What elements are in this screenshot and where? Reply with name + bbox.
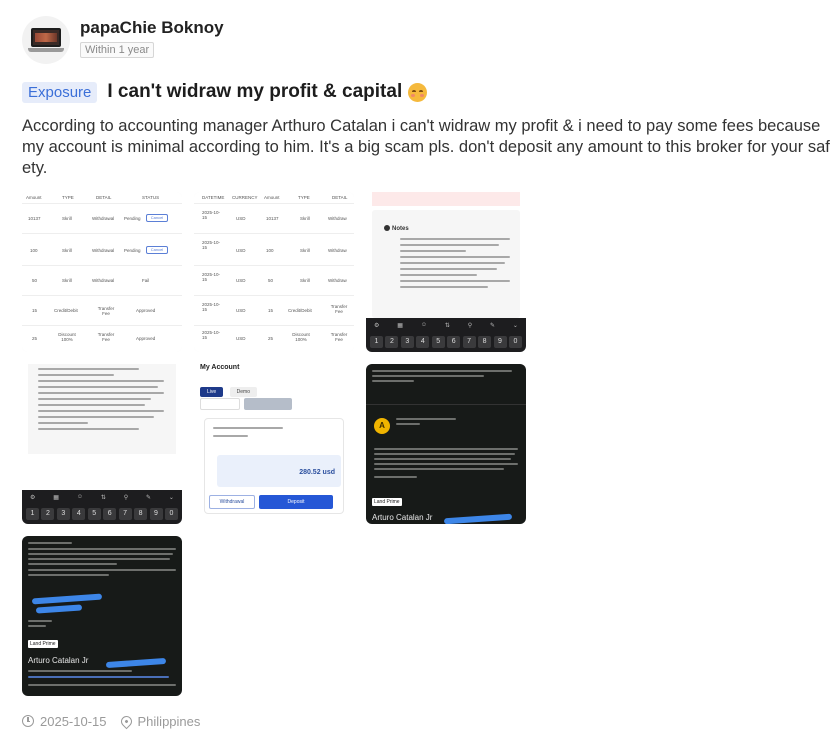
email-text bbox=[28, 670, 176, 689]
table-header: DETAIL bbox=[332, 195, 348, 200]
account-title: My Account bbox=[200, 364, 240, 371]
cell: USD bbox=[236, 278, 246, 283]
table-header: Amount bbox=[26, 195, 42, 200]
post-header bbox=[22, 12, 822, 62]
email-text bbox=[372, 370, 512, 385]
email-text bbox=[28, 542, 176, 579]
post-location: Philippines bbox=[137, 713, 201, 729]
new-account-button bbox=[244, 398, 292, 410]
cell: Skrill bbox=[62, 278, 72, 283]
post-body: According to accounting manager Arthuro Catalan i can't widraw my profit & i need to pay some fees because my account is minimal according to him. It's a big scam pls. don't deposit any amount to this broker for your safety. bbox=[22, 117, 830, 177]
cell: Discount 100% bbox=[292, 332, 310, 342]
cell: Skrill bbox=[62, 216, 72, 221]
sender-line bbox=[396, 418, 456, 428]
screenshot-thumbnail-1[interactable] bbox=[22, 192, 182, 352]
cell: Skrill bbox=[300, 278, 310, 283]
cell: 50 bbox=[268, 278, 274, 283]
key: 1 bbox=[370, 336, 383, 348]
table-row bbox=[22, 296, 182, 326]
location-pin-icon bbox=[118, 713, 134, 729]
table-header: TYPE bbox=[298, 195, 310, 200]
cell: Transfer Fee bbox=[330, 304, 348, 314]
post-title: I can't widraw my profit & capital bbox=[107, 81, 403, 102]
post-footer bbox=[22, 712, 200, 730]
account-card bbox=[204, 418, 344, 514]
cell: Skrill bbox=[62, 248, 72, 253]
cell: 50 bbox=[32, 278, 38, 283]
withdraw-button: Withdrawal bbox=[209, 495, 255, 509]
cell: Withdraw bbox=[328, 216, 347, 221]
cell: USD bbox=[236, 308, 246, 313]
post-date: 2025-10-15 bbox=[40, 713, 107, 729]
key: 3 bbox=[57, 508, 70, 520]
category-tag: Exposure bbox=[22, 82, 97, 103]
cell: Withdraw bbox=[328, 248, 347, 253]
key: 4 bbox=[72, 508, 85, 520]
user-name[interactable]: papaChie Boknoy bbox=[80, 18, 224, 37]
key: 0 bbox=[509, 336, 522, 348]
cell: 15 bbox=[32, 308, 38, 313]
table-row bbox=[194, 296, 354, 326]
company-logo: Land Prime bbox=[30, 641, 56, 647]
cell: USD bbox=[236, 248, 246, 253]
status: Pending bbox=[124, 216, 141, 221]
avatar[interactable] bbox=[22, 16, 70, 64]
cell: Withdrawal bbox=[92, 278, 115, 283]
status: Fail bbox=[142, 278, 150, 283]
table-header: DATETIME bbox=[202, 195, 225, 200]
alert-banner bbox=[372, 192, 520, 206]
key: 0 bbox=[165, 508, 178, 520]
redaction-scribble bbox=[444, 514, 512, 524]
table-header: DETAIL bbox=[96, 195, 112, 200]
key: 4 bbox=[416, 336, 429, 348]
key: 7 bbox=[463, 336, 476, 348]
cell: Credit/Debit bbox=[54, 308, 78, 313]
table-header: Amount bbox=[264, 195, 280, 200]
table-header: TYPE bbox=[62, 195, 74, 200]
table-row bbox=[194, 204, 354, 234]
key: 5 bbox=[432, 336, 445, 348]
info-icon bbox=[384, 225, 390, 231]
clock-icon bbox=[22, 715, 34, 727]
key: 2 bbox=[41, 508, 54, 520]
table-header: CURRENCY bbox=[232, 195, 258, 200]
email-text bbox=[28, 620, 88, 630]
notes-text bbox=[400, 238, 510, 292]
status: Approved bbox=[136, 308, 156, 313]
deposit-button: Deposit bbox=[259, 495, 333, 509]
cell: Transfer Fee bbox=[97, 332, 115, 342]
cell: Transfer Fee bbox=[330, 332, 348, 342]
table-row bbox=[22, 204, 182, 234]
cell: Withdrawal bbox=[92, 248, 115, 253]
phone-keyboard: ⚙ ▦ ☺ ⇅ ⚲ ✎ ⌄ 1 2 3 4 5 6 7 8 9 0 bbox=[22, 490, 182, 524]
cell: Discount 100% bbox=[58, 332, 76, 342]
laptop-icon bbox=[28, 28, 64, 52]
key: 5 bbox=[88, 508, 101, 520]
signature-name: Arturo Catalan Jr bbox=[28, 656, 89, 665]
cell: 2025-10-15 bbox=[202, 240, 221, 250]
screenshot-thumbnail-6[interactable] bbox=[366, 364, 526, 524]
redaction-scribble bbox=[32, 594, 102, 605]
cell: Withdraw bbox=[328, 278, 347, 283]
signature-name: Arturo Catalan Jr bbox=[372, 513, 433, 522]
status: Approved bbox=[136, 336, 156, 341]
key: 6 bbox=[103, 508, 116, 520]
table-row bbox=[194, 326, 354, 352]
cell: Transfer Fee bbox=[97, 306, 115, 316]
tab-live: Live bbox=[200, 387, 223, 397]
key: 3 bbox=[401, 336, 414, 348]
cancel-button: Cancel bbox=[146, 214, 168, 222]
screenshot-thumbnail-7[interactable] bbox=[22, 536, 182, 696]
table-row bbox=[194, 234, 354, 266]
key: 1 bbox=[26, 508, 39, 520]
cell: 100 bbox=[30, 248, 38, 253]
notes-title: Notes bbox=[392, 226, 409, 232]
key: 6 bbox=[447, 336, 460, 348]
table-header: STATUS bbox=[142, 195, 160, 200]
cell: 15 bbox=[268, 308, 274, 313]
table-row bbox=[22, 266, 182, 296]
redaction-scribble bbox=[106, 658, 166, 668]
redaction-scribble bbox=[36, 604, 82, 613]
status: Pending bbox=[124, 248, 141, 253]
balance-amount: 280.52 usd bbox=[299, 469, 335, 476]
company-logo: Land Prime bbox=[374, 499, 400, 505]
key: 7 bbox=[119, 508, 132, 520]
cell: Skrill bbox=[300, 248, 310, 253]
cell: 2025-10-15 bbox=[202, 210, 221, 220]
screenshot-thumbnail-2[interactable] bbox=[194, 192, 354, 352]
screenshot-thumbnail-5[interactable] bbox=[194, 364, 354, 524]
cell: 2025-10-15 bbox=[202, 302, 221, 312]
cell: 100 bbox=[266, 248, 274, 253]
account-select bbox=[200, 398, 240, 410]
key: 8 bbox=[134, 508, 147, 520]
phone-keyboard: ⚙ ▦ ☺ ⇅ ⚲ ✎ ⌄ 1 2 3 4 5 6 7 8 9 0 bbox=[366, 318, 526, 352]
cell: 2025-10-15 bbox=[202, 272, 221, 282]
cell: 25 bbox=[268, 336, 274, 341]
key: 9 bbox=[150, 508, 163, 520]
cell: Credit/Debit bbox=[288, 308, 312, 313]
screenshot-thumbnail-3[interactable] bbox=[366, 192, 526, 352]
cell: 10137 bbox=[266, 216, 279, 221]
cell: Withdrawal bbox=[92, 216, 115, 221]
cell: USD bbox=[236, 336, 246, 341]
post-title-row bbox=[22, 80, 427, 104]
cell: 2025-10-15 bbox=[202, 330, 221, 340]
table-row bbox=[22, 234, 182, 266]
balance-box bbox=[217, 455, 341, 487]
sender-avatar: A bbox=[374, 418, 390, 434]
notes-text bbox=[38, 368, 164, 434]
screenshot-thumbnail-4[interactable] bbox=[22, 364, 182, 524]
cancel-button: Cancel bbox=[146, 246, 168, 254]
tab-demo: Demo bbox=[230, 387, 257, 397]
user-badge: Within 1 year bbox=[80, 42, 154, 58]
key: 8 bbox=[478, 336, 491, 348]
table-row bbox=[194, 266, 354, 296]
key: 2 bbox=[385, 336, 398, 348]
cell: 25 bbox=[32, 336, 38, 341]
key: 9 bbox=[494, 336, 507, 348]
sad-face-icon bbox=[408, 83, 427, 102]
cell: Skrill bbox=[300, 216, 310, 221]
table-row bbox=[22, 326, 182, 352]
email-text bbox=[374, 448, 518, 481]
cell: 10137 bbox=[28, 216, 41, 221]
cell: USD bbox=[236, 216, 246, 221]
